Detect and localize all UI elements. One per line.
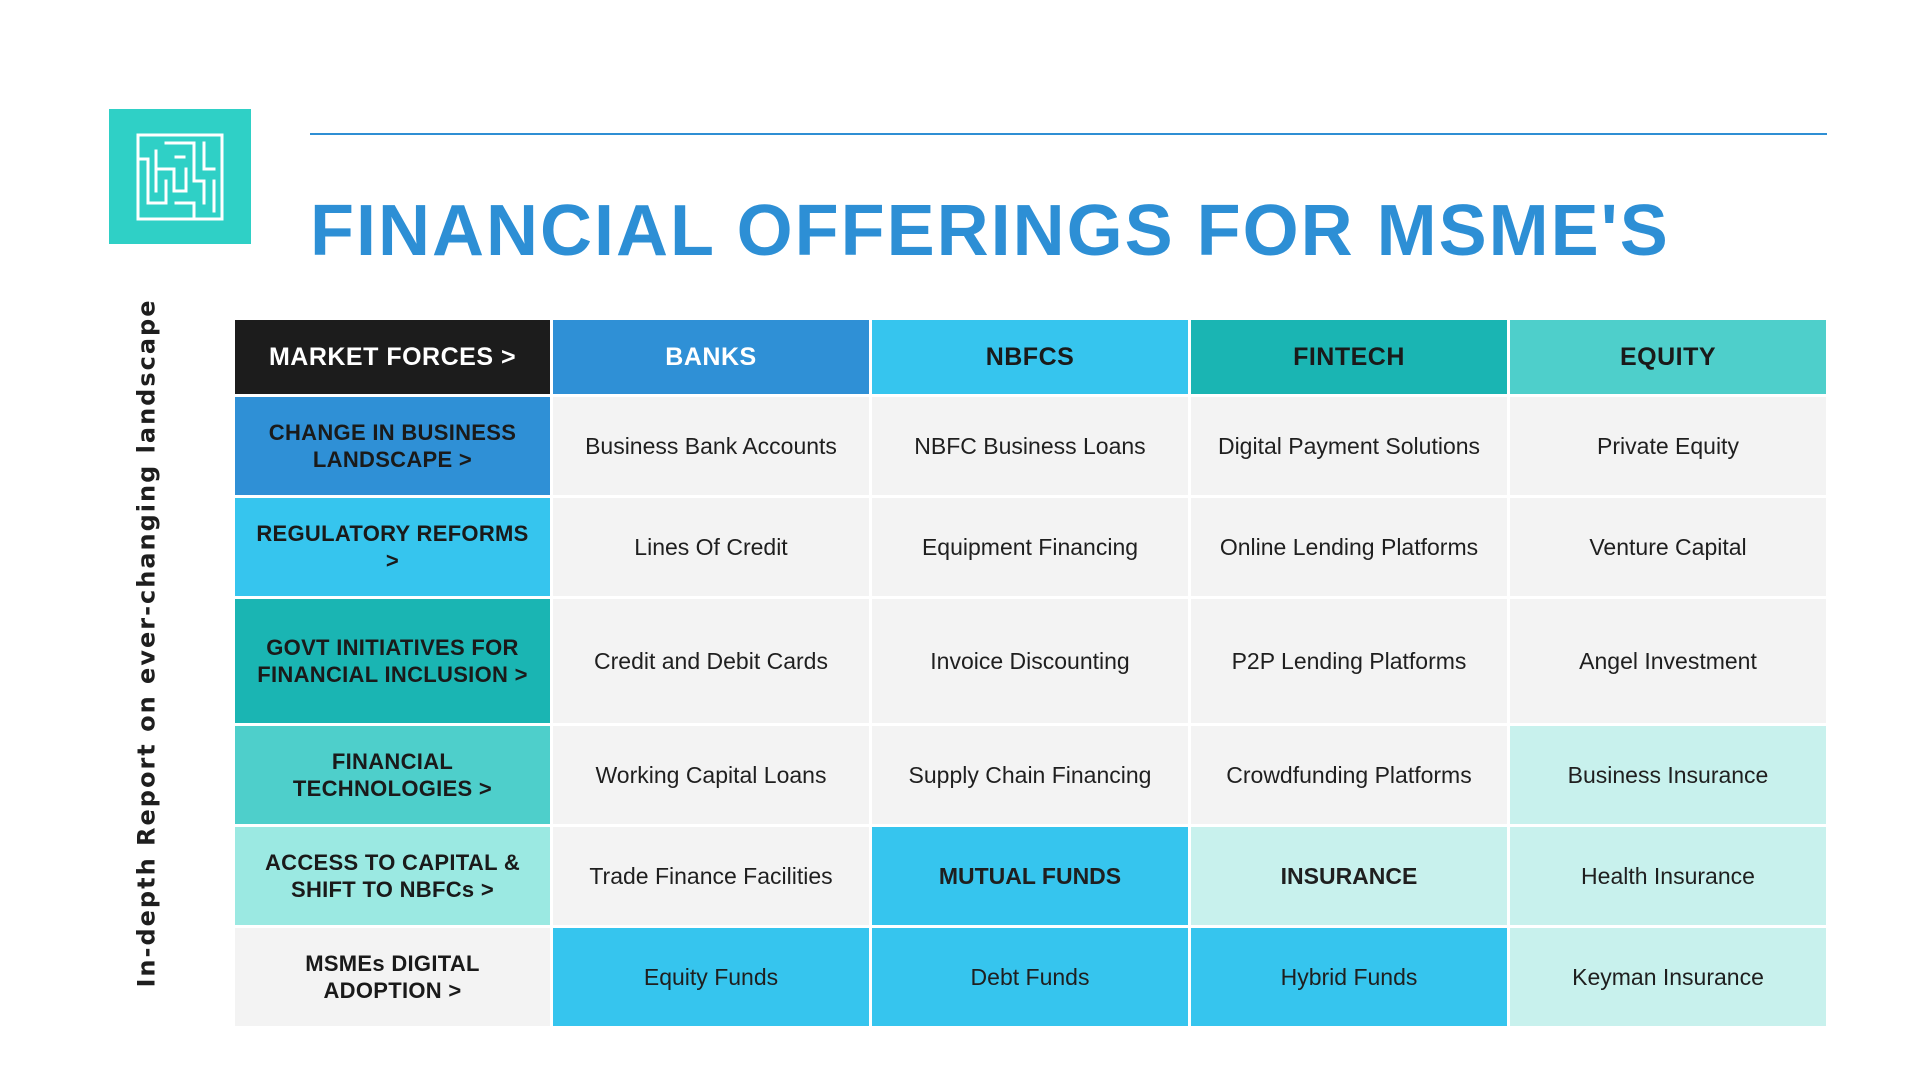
header-nbfcs: NBFCS: [872, 320, 1188, 394]
table-cell: Lines Of Credit: [553, 498, 869, 596]
table-cell: Crowdfunding Platforms: [1191, 726, 1507, 824]
table-cell: Equity Funds: [553, 928, 869, 1026]
header-fintech: FINTECH: [1191, 320, 1507, 394]
page-title: FINANCIAL OFFERINGS FOR MSME'S: [310, 191, 1670, 271]
table-cell: Debt Funds: [872, 928, 1188, 1026]
row-label: GOVT INITIATIVES FOR FINANCIAL INCLUSION >: [235, 599, 550, 723]
row-label: CHANGE IN BUSINESS LANDSCAPE >: [235, 397, 550, 495]
side-caption: [126, 297, 166, 988]
table-cell: P2P Lending Platforms: [1191, 599, 1507, 723]
table-cell: Keyman Insurance: [1510, 928, 1826, 1026]
side-caption-text: In-depth Report on ever-changing landscape: [132, 297, 161, 988]
table-cell: INSURANCE: [1191, 827, 1507, 925]
offerings-table: [235, 320, 1828, 1028]
header-equity: EQUITY: [1510, 320, 1826, 394]
header-market-forces: MARKET FORCES >: [235, 320, 550, 394]
table-cell: Venture Capital: [1510, 498, 1826, 596]
table-cell: Trade Finance Facilities: [553, 827, 869, 925]
table-cell: MUTUAL FUNDS: [872, 827, 1188, 925]
table-cell: Equipment Financing: [872, 498, 1188, 596]
table-cell: Business Bank Accounts: [553, 397, 869, 495]
row-label: REGULATORY REFORMS >: [235, 498, 550, 596]
table-cell: Business Insurance: [1510, 726, 1826, 824]
table-cell: NBFC Business Loans: [872, 397, 1188, 495]
table-cell: Private Equity: [1510, 397, 1826, 495]
table-cell: Hybrid Funds: [1191, 928, 1507, 1026]
row-label: MSMEs DIGITAL ADOPTION >: [235, 928, 550, 1026]
table-cell: Invoice Discounting: [872, 599, 1188, 723]
top-divider: [310, 133, 1827, 135]
table-cell: Online Lending Platforms: [1191, 498, 1507, 596]
table-cell: Health Insurance: [1510, 827, 1826, 925]
table-cell: Working Capital Loans: [553, 726, 869, 824]
header-banks: BANKS: [553, 320, 869, 394]
table-cell: Supply Chain Financing: [872, 726, 1188, 824]
row-label: FINANCIAL TECHNOLOGIES >: [235, 726, 550, 824]
maze-icon: [132, 129, 228, 225]
row-label: ACCESS TO CAPITAL & SHIFT TO NBFCs >: [235, 827, 550, 925]
logo: [109, 109, 251, 244]
table-cell: Angel Investment: [1510, 599, 1826, 723]
table-cell: Digital Payment Solutions: [1191, 397, 1507, 495]
table-cell: Credit and Debit Cards: [553, 599, 869, 723]
